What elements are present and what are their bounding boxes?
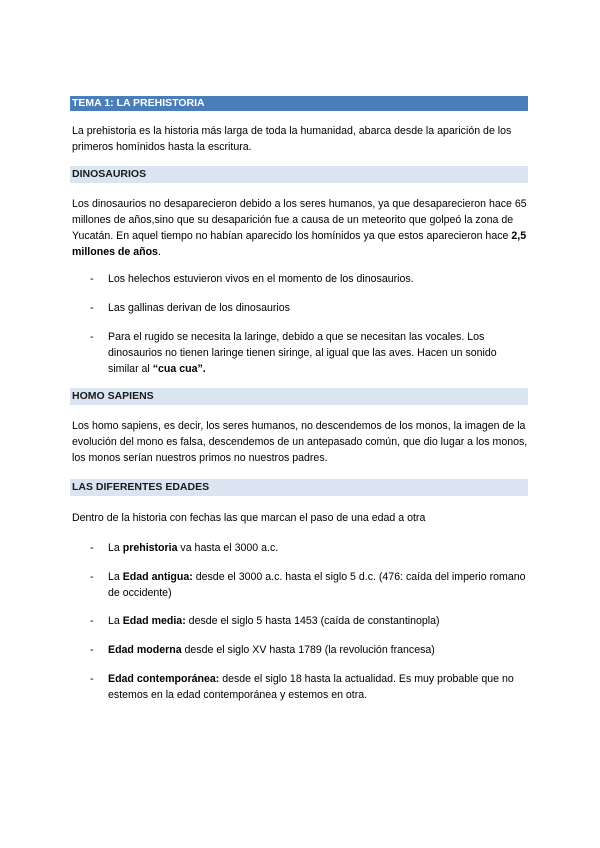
bullet-text [108,671,530,703]
list-item [90,569,530,601]
bullet-dash: - [90,331,94,343]
bullet-dash: - [90,615,94,627]
homo-sapiens-paragraph: Los homo sapiens, es decir, los seres humanos, no descendemos de los monos, la imagen de la evolución del mono es falsa, descendemos de un antepasado común, que dio lugar a los monos, los monos serían nuestros primos no nuestros padres. [72,420,528,464]
item-bold: Edad antigua: [122,571,193,583]
bullet-dash: - [90,673,94,685]
edades-paragraph: Dentro de la historia con fechas las que marcan el paso de una edad a otra [72,512,426,524]
bullet-text-normal: Para el rugido se necesita la laringe, debido a que se necesitan las vocales. Los dinosaurios no tienen laringe tienen siringe, al igual que las aves. Hacen un sonido similar al [108,331,497,375]
intro-paragraph: La prehistoria es la historia más larga de toda la humanidad, abarca desde la aparición de los primeros homínidos hasta la escritura. [72,125,512,153]
item-rest: desde el siglo 5 hasta 1453 (caída de constantinopla) [185,615,440,627]
item-bold: Edad moderna [108,644,182,656]
item-bold: prehistoria [122,542,178,554]
bullet-text [108,569,530,601]
bullet-text [108,642,530,658]
bullet-text-bold: “cua cua”. [152,363,206,375]
item-rest: desde el siglo XV hasta 1789 (la revolución francesa) [181,644,435,656]
list-item [90,329,530,377]
item-bold: Edad media: [122,615,186,627]
section-heading-dinosaurios: DINOSAURIOS [70,166,528,183]
bullet-dash: - [90,273,94,285]
bullet-dash: - [90,542,94,554]
dinosaurios-text-end: . [157,246,161,258]
item-rest: desde el 3000 a.c. hasta el siglo 5 d.c. (476: caída del imperio romano de occidente) [108,571,526,599]
item-bold: Edad contemporánea: [108,673,220,685]
dinosaurios-text: Los dinosaurios no desaparecieron debido a los seres humanos, ya que desaparecieron hace 65 millones de años,sino que su desaparición fue a causa de un meteorito que golpeó la zona de Yucatán. En aquel tiempo no habían aparecido los homínidos ya que estos aparecieron hace [72,198,527,242]
list-item [90,540,530,556]
section-heading-homo-sapiens: HOMO SAPIENS [70,388,528,405]
bullet-text: Las gallinas derivan de los dinosaurios [108,302,290,314]
bullet-dash: - [90,644,94,656]
bullet-text [108,540,530,556]
bullet-dash: - [90,571,94,583]
bullet-text [108,329,530,377]
item-pre: La [108,571,123,583]
dinosaurios-paragraph [72,196,532,260]
bullet-text [108,613,530,629]
list-item [90,642,530,658]
item-rest: va hasta el 3000 a.c. [177,542,279,554]
page-title: TEMA 1: LA PREHISTORIA [70,96,528,111]
list-item [90,671,530,703]
bullet-text: Los helechos estuvieron vivos en el momento de los dinosaurios. [108,273,414,285]
section-heading-edades: LAS DIFERENTES EDADES [70,479,528,496]
dinosaurios-bold: 2,5 millones de años [72,230,527,258]
item-pre: La [108,615,123,627]
list-item [90,613,530,629]
list-item [90,300,530,316]
list-item [90,271,530,287]
item-rest: desde el siglo 18 hasta la actualidad. Es muy probable que no estemos en la edad contemporánea y estemos en otra. [108,673,514,701]
item-pre: La [108,542,123,554]
bullet-dash: - [90,302,94,314]
